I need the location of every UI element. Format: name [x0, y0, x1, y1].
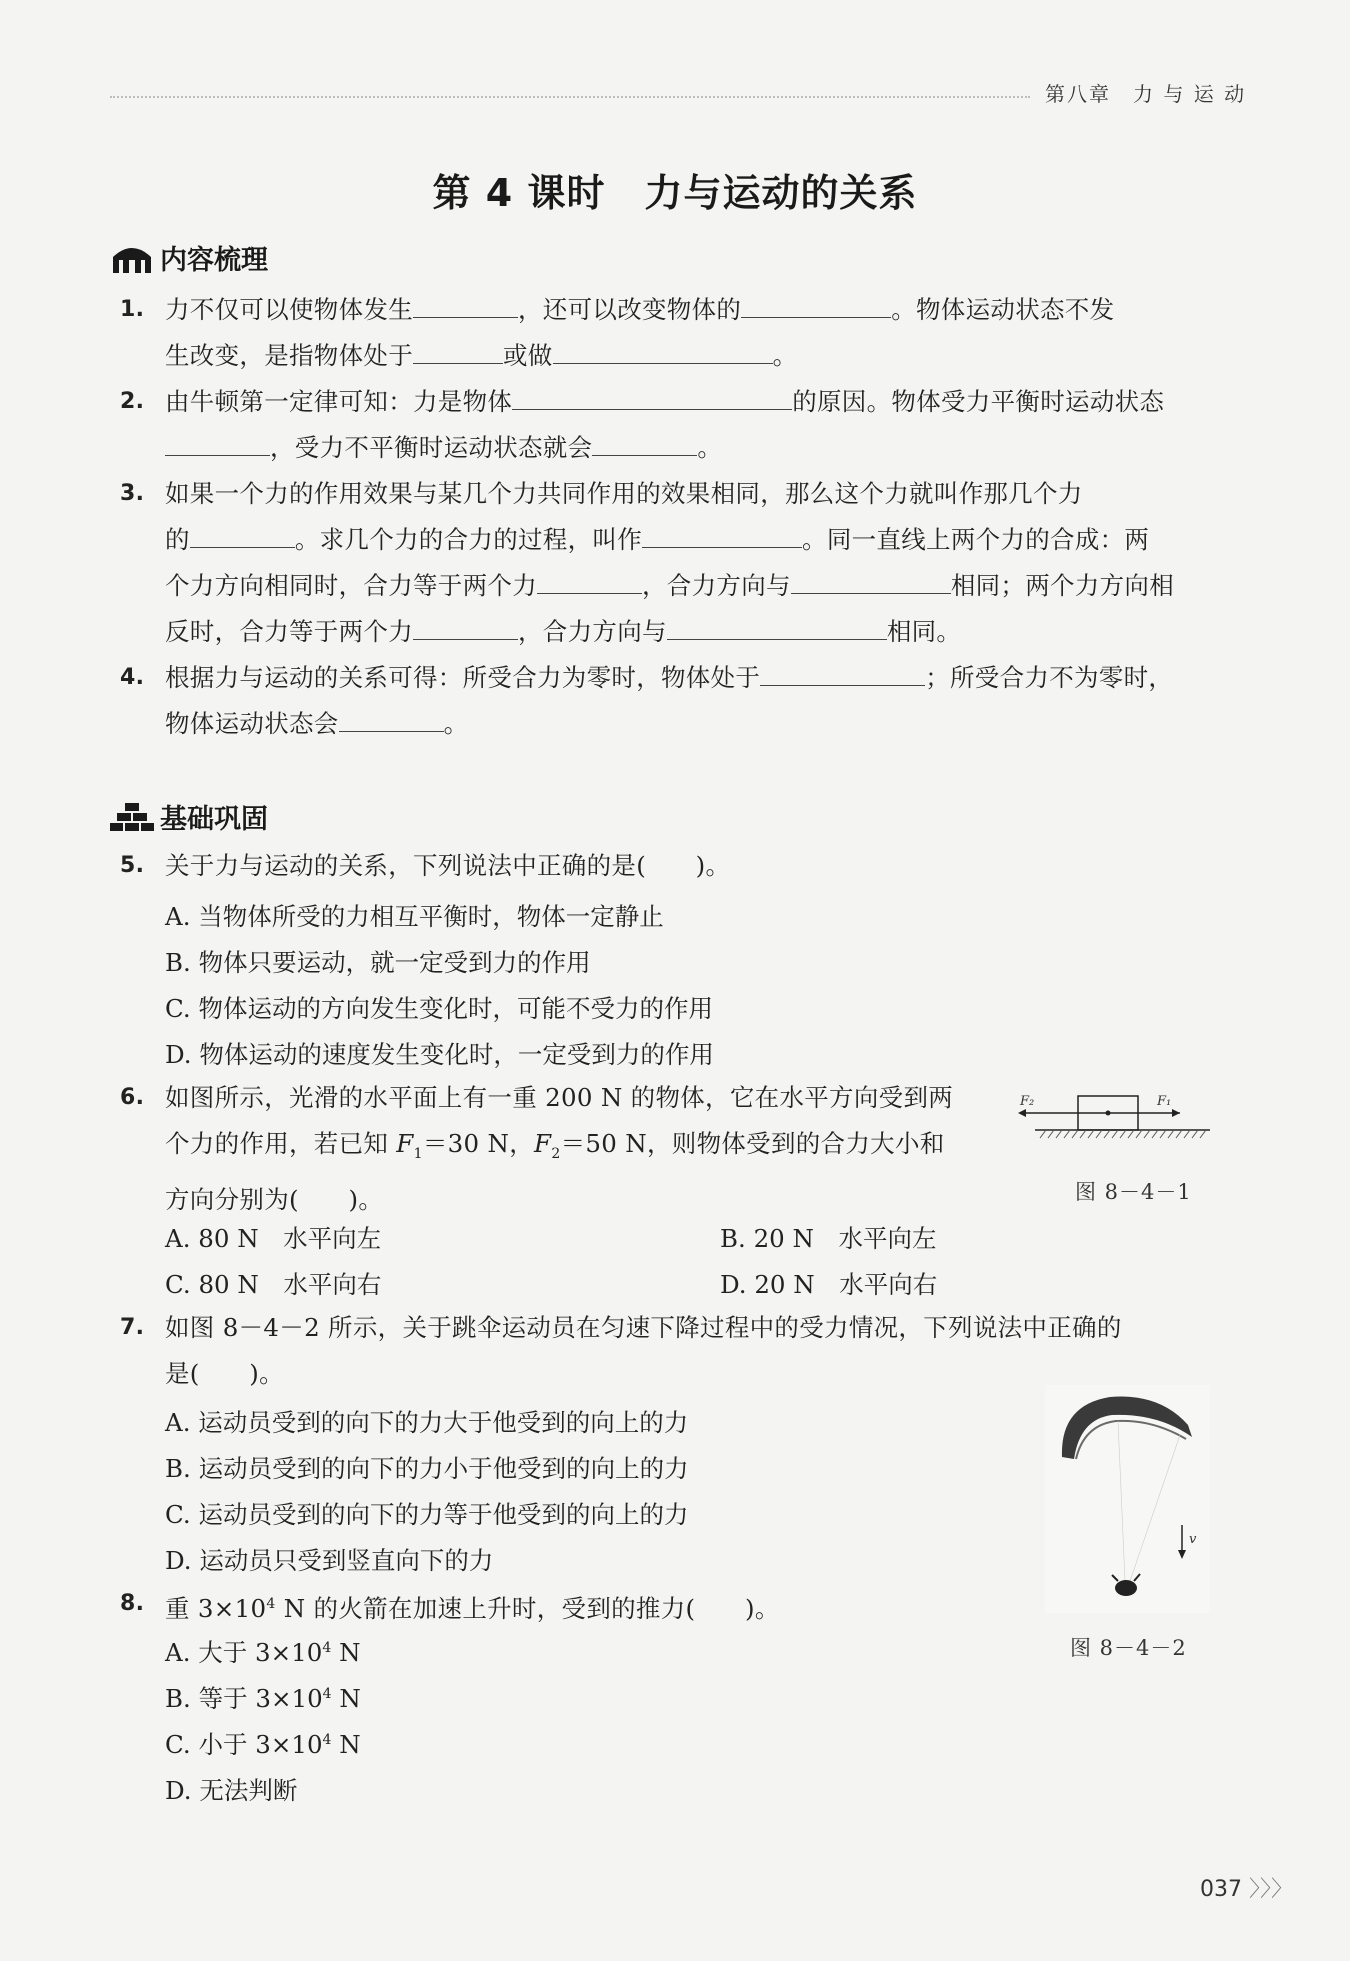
option-text: N [331, 1684, 361, 1713]
question-text: 。 [697, 433, 723, 462]
question-text: 。同一直线上两个力的合成：两 [802, 525, 1150, 554]
option-b[interactable]: B. 物体只要运动，就一定受到力的作用 [165, 948, 591, 977]
question-7 [120, 1305, 1240, 1397]
question-text: 由牛顿第一定律可知：力是物体 [165, 387, 513, 416]
question-text: ，合力方向与 [642, 571, 791, 600]
question-6 [120, 1075, 1020, 1223]
option-a[interactable]: A. 运动员受到的向下的力大于他受到的向上的力 [165, 1408, 689, 1437]
option-a[interactable] [165, 1634, 361, 1669]
question-text: ，还可以改变物体的 [518, 295, 742, 324]
question-number: 3. [120, 481, 145, 506]
answer-blank[interactable] [537, 565, 642, 594]
question-text: ；所受合力不为零时， [925, 663, 1174, 692]
answer-blank[interactable] [339, 703, 444, 732]
option-d[interactable]: D. 物体运动的速度发生变化时，一定受到力的作用 [165, 1040, 714, 1069]
question-1 [120, 287, 1240, 379]
question-number: 8. [120, 1591, 145, 1616]
answer-blank[interactable] [791, 565, 951, 594]
option-b[interactable] [165, 1680, 361, 1715]
f2-label: F₂ [1020, 1094, 1035, 1109]
figure-caption: 图 8－4－2 [1070, 1636, 1187, 1660]
option-c[interactable] [165, 1726, 361, 1761]
question-4 [120, 655, 1240, 747]
answer-blank[interactable] [553, 335, 773, 364]
exponent: 4 [322, 1731, 332, 1748]
question-text: 生改变，是指物体处于 [165, 341, 413, 370]
question-text: 相同。 [886, 617, 962, 646]
chapter-header: 第八章 力 与 运 动 [1045, 82, 1247, 106]
question-number: 1. [120, 297, 145, 322]
question-text: 或做 [503, 341, 553, 370]
figure-8-4-1 [1015, 1090, 1215, 1170]
question-text: 反时，合力等于两个力 [165, 617, 413, 646]
question-stem: 关于力与运动的关系，下列说法中正确的是( )。 [165, 851, 731, 880]
question-number: 2. [120, 389, 145, 414]
exponent: 4 [266, 1596, 276, 1612]
option-d[interactable] [165, 1772, 297, 1807]
question-text: 重 3×10 [165, 1594, 267, 1624]
section-review [110, 238, 268, 277]
option-a[interactable]: A. 当物体所受的力相互平衡时，物体一定静止 [165, 902, 664, 931]
option-text: D. 无法判断 [165, 1776, 298, 1805]
answer-blank[interactable] [642, 519, 802, 548]
question-text: ，合力方向与 [518, 617, 667, 646]
arch-icon [110, 241, 154, 275]
option-text: A. 大于 3×10 [165, 1638, 323, 1667]
option-c[interactable]: C. 物体运动的方向发生变化时，可能不受力的作用 [165, 994, 713, 1023]
question-number: 7. [120, 1315, 145, 1340]
answer-blank[interactable] [741, 289, 891, 318]
question-text: 方向分别为( )。 [165, 1184, 384, 1214]
option-c[interactable]: C. 运动员受到的向下的力等于他受到的向上的力 [165, 1500, 689, 1529]
f1-label: F₁ [1157, 1094, 1172, 1109]
header-rule [110, 96, 1030, 98]
answer-blank[interactable] [165, 427, 270, 456]
question-text: 个力的作用，若已知 [165, 1129, 397, 1158]
question-text: 。 [772, 341, 798, 370]
answer-blank[interactable] [512, 381, 792, 410]
section-review-label: 内容梳理 [160, 245, 268, 276]
question-text: ＝50 N，则物体受到的合力大小和 [560, 1129, 945, 1158]
question-text: 。 [443, 709, 469, 738]
question-text: 。求几个力的合力的过程，叫作 [294, 525, 643, 554]
exponent: 4 [322, 1639, 332, 1656]
question-number: 6. [120, 1085, 145, 1110]
answer-blank[interactable] [190, 519, 295, 548]
question-text: 如图 8－4－2 所示，关于跳伞运动员在匀速下降过程中的受力情况，下列说法中正确的 [165, 1313, 1122, 1342]
option-b[interactable]: B. 20 N 水平向左 [720, 1224, 937, 1253]
option-text: N [331, 1638, 361, 1667]
option-c[interactable]: C. 80 N 水平向右 [165, 1270, 382, 1299]
question-text: 如图所示，光滑的水平面上有一重 200 N 的物体，它在水平方向受到两 [165, 1083, 954, 1112]
question-text: 的原因。物体受力平衡时运动状态 [792, 387, 1165, 416]
question-text: 力不仅可以使物体发生 [165, 295, 413, 324]
answer-blank[interactable] [667, 611, 887, 640]
answer-blank[interactable] [592, 427, 697, 456]
question-8 [120, 1581, 1240, 1632]
force-subscript: 2 [551, 1145, 561, 1162]
page-number [1200, 1872, 1293, 1903]
page-number-text: 037 [1200, 1877, 1242, 1902]
page-arrows-icon: 〉〉〉 [1249, 1877, 1294, 1902]
question-text: 物体运动状态会 [165, 709, 339, 738]
section-basics-label: 基础巩固 [160, 804, 268, 835]
force-subscript: 1 [413, 1145, 423, 1162]
force-symbol: F [396, 1129, 414, 1158]
question-text: 。物体运动状态不发 [891, 295, 1115, 324]
option-d[interactable]: D. 20 N 水平向右 [720, 1270, 938, 1299]
velocity-label: v [1189, 1532, 1197, 1547]
answer-blank[interactable] [413, 335, 503, 364]
figure-caption: 图 8－4－1 [1075, 1180, 1192, 1204]
option-text: C. 小于 3×10 [165, 1730, 323, 1759]
answer-blank[interactable] [413, 289, 518, 318]
question-text: ＝30 N， [422, 1129, 535, 1158]
answer-blank[interactable] [413, 611, 518, 640]
page-title: 第 4 课时 力与运动的关系 [432, 171, 918, 215]
question-text: 相同；两个力方向相 [950, 571, 1175, 600]
question-text: 根据力与运动的关系可得：所受合力为零时，物体处于 [165, 663, 761, 692]
section-basics [110, 797, 268, 836]
question-text: N 的火箭在加速上升时，受到的推力( )。 [275, 1594, 780, 1624]
bricks-icon [110, 800, 154, 834]
question-3 [120, 471, 1240, 655]
exponent: 4 [322, 1685, 332, 1702]
option-text: N [331, 1730, 361, 1759]
option-b[interactable]: B. 运动员受到的向下的力小于他受到的向上的力 [165, 1454, 689, 1483]
question-number: 5. [120, 853, 145, 878]
question-text: 个力方向相同时，合力等于两个力 [165, 571, 537, 600]
question-5 [120, 843, 1240, 889]
question-number: 4. [120, 665, 145, 690]
question-text: ，受力不平衡时运动状态就会 [270, 433, 593, 462]
question-2 [120, 379, 1240, 471]
question-text: 如果一个力的作用效果与某几个力共同作用的效果相同，那么这个力就叫作那几个力 [165, 479, 1083, 508]
answer-blank[interactable] [760, 657, 925, 686]
force-symbol: F [534, 1129, 552, 1158]
option-d[interactable]: D. 运动员只受到竖直向下的力 [165, 1546, 494, 1575]
question-text: 的 [165, 525, 190, 554]
option-a[interactable]: A. 80 N 水平向左 [165, 1224, 382, 1253]
option-text: B. 等于 3×10 [165, 1684, 323, 1713]
question-text: 是( )。 [165, 1359, 284, 1388]
